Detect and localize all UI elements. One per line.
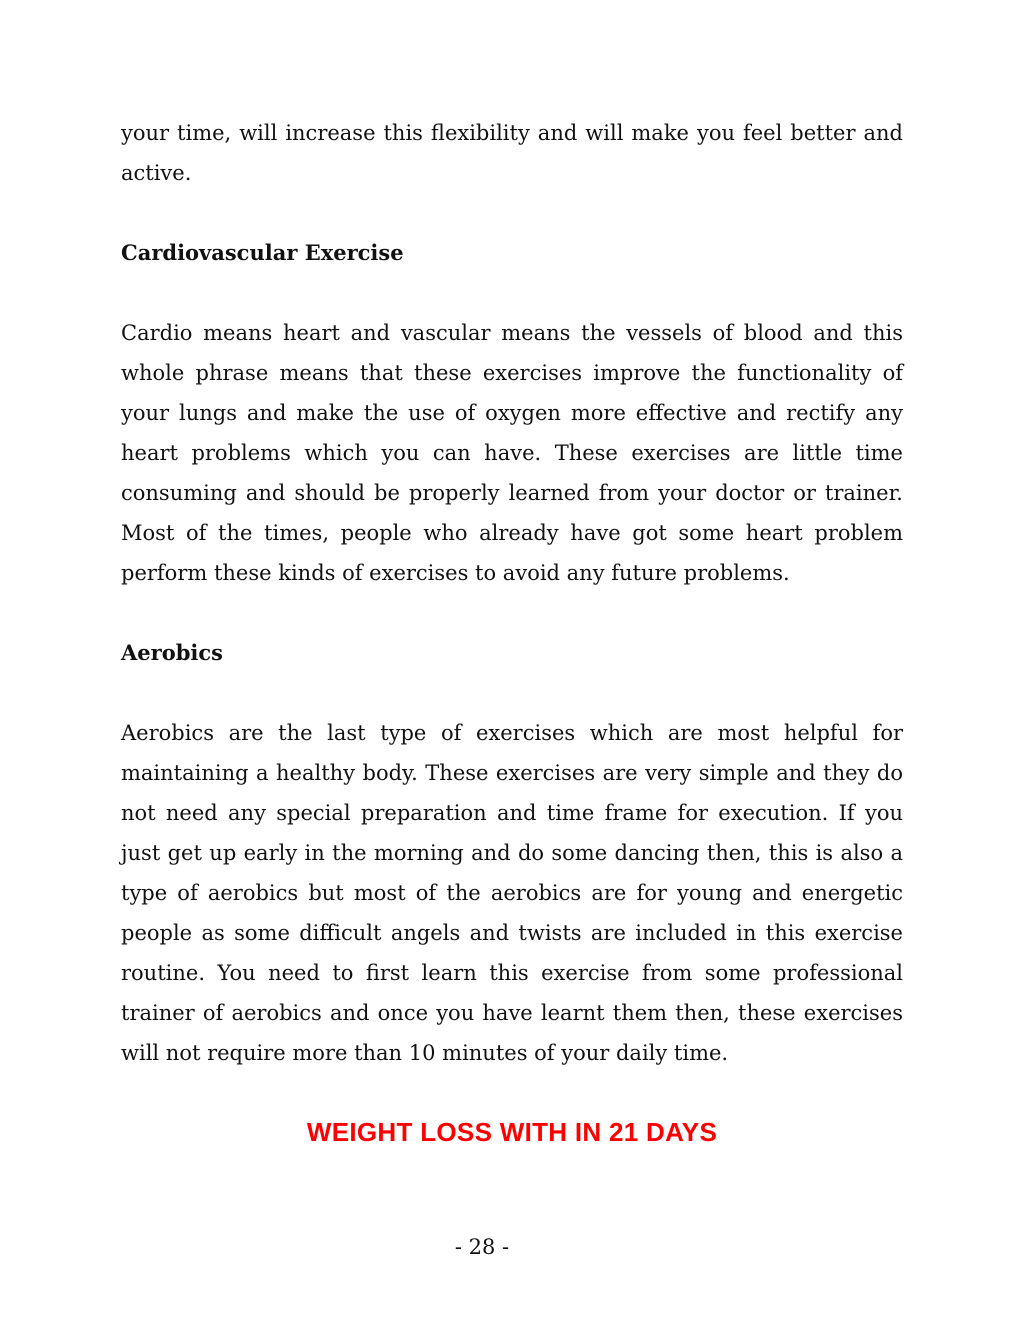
spacer (121, 673, 903, 713)
spacer (121, 193, 903, 233)
section-heading-aerobics: Aerobics (121, 640, 223, 665)
page-number: - 28 - (454, 1235, 510, 1259)
document-page (121, 113, 903, 1073)
section-heading-cardiovascular: Cardiovascular Exercise (121, 240, 404, 265)
promo-link[interactable]: WEIGHT LOSS WITH IN 21 DAYS (306, 1117, 718, 1147)
spacer (121, 593, 903, 633)
section-body-aerobics: Aerobics are the last type of exercises which are most helpful for maintaining a healthy body. These exercises are very simple and they do not need any special preparation and time frame for execution. If you just get up early in the morning and do some dancing then, this is also a type of aerobics but most of the aerobics are for young and energetic people as some difficult angels and twists are included in this exercise routine. You need to first learn this exercise from some professional trainer of aerobics and once you have learnt them then, these exercises will not require more than 10 minutes of your daily time. (121, 721, 903, 1065)
spacer (121, 273, 903, 313)
intro-paragraph: your time, will increase this flexibility and will make you feel better and active. (121, 121, 903, 185)
section-body-cardiovascular: Cardio means heart and vascular means the vessels of blood and this whole phrase means that these exercises improve the functionality of your lungs and make the use of oxygen more effective and rectify any heart problems which you can have. These exercises are little time consuming and should be properly learned from your doctor or trainer. Most of the times, people who already have got some heart problem perform these kinds of exercises to avoid any future problems. (121, 321, 903, 585)
